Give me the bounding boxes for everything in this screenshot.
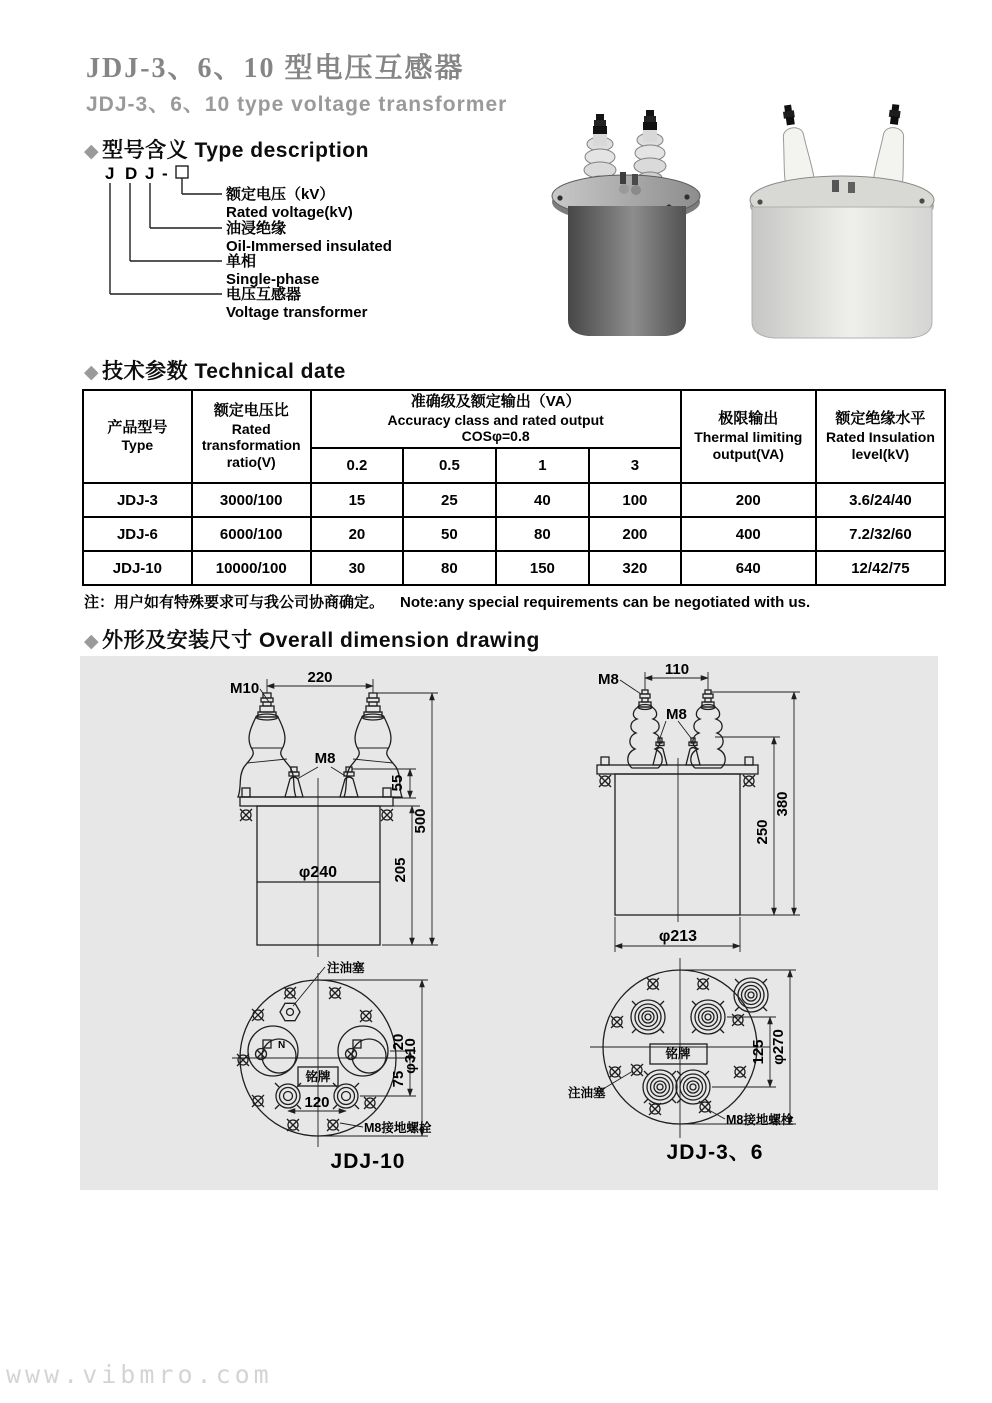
cell-insulation: 7.2/32/60 (816, 517, 945, 551)
note-en: Note:any special requirements can be negotiated with us. (400, 594, 811, 611)
accuracy-class-0.5: 0.5 (403, 448, 495, 483)
col-header-thermal: 极限输出 Thermal limiting output(VA) (681, 390, 816, 483)
dim-220: 220 (307, 669, 333, 686)
section-title-en: Type description (194, 139, 369, 162)
type-label-cn: 单相 (226, 253, 257, 270)
type-label-en: Oil-Immersed insulated (226, 238, 392, 255)
note-cn: 注：用户如有特殊要求可与我公司协商确定。 (84, 594, 385, 611)
type-label-en: Single-phase (226, 271, 320, 288)
dim-205: 205 (392, 857, 409, 883)
col-header-ratio: 额定电压比 Rated transformation ratio(V) (192, 390, 311, 483)
dimension-drawing-jdj36 (560, 650, 940, 1190)
tank-body (752, 207, 932, 338)
cell-thermal: 400 (681, 517, 816, 551)
table-row (83, 551, 945, 585)
dim-dia240: φ240 (298, 864, 338, 881)
label-m8: M8 (314, 750, 336, 767)
diamond-icon: ◆ (84, 631, 100, 652)
bottom-view (232, 960, 432, 1173)
label-ground-bolt: M8接地螺栓 (364, 1121, 432, 1135)
bottom-view (568, 958, 796, 1164)
placeholder-square-icon (176, 166, 188, 178)
dim-500: 500 (412, 808, 429, 834)
watermark: www.vibmro.com (6, 1360, 273, 1389)
dim-dia310: φ310 (402, 1038, 419, 1074)
type-label-cn: 电压互感器 (226, 286, 302, 303)
code-letter: D (125, 164, 138, 183)
type-label-en: Rated voltage(kV) (226, 204, 353, 221)
accuracy-class-3: 3 (589, 448, 681, 483)
label-m8-top: M8 (598, 671, 619, 688)
col-header-type: 产品型号 Type (83, 390, 192, 483)
drawing-caption-jdj10: JDJ-10 (330, 1150, 406, 1173)
accuracy-class-0.2: 0.2 (311, 448, 403, 483)
transformer-photo-dark (538, 110, 714, 352)
dim-250: 250 (754, 819, 771, 845)
diamond-icon: ◆ (84, 141, 100, 162)
table-row (83, 517, 945, 551)
col-header-accuracy: 准确级及额定输出（VA） Accuracy class and rated output COSφ=0.8 (311, 390, 681, 448)
tank-body (568, 206, 686, 336)
code-letter: J (105, 164, 115, 183)
cell-ratio: 10000/100 (192, 551, 311, 585)
dim-20: 20 (390, 1033, 407, 1051)
front-view (597, 661, 800, 952)
dim-dia270: φ270 (770, 1029, 787, 1065)
accuracy-class-1: 1 (496, 448, 590, 483)
cell-type: JDJ-10 (83, 551, 192, 585)
label-oil-plug: 注油塞 (327, 961, 365, 975)
nameplate-label: 铭牌 (305, 1070, 331, 1084)
dim-55: 55 (389, 774, 406, 792)
dim-dia213: φ213 (658, 928, 698, 945)
diamond-icon: ◆ (84, 362, 100, 383)
cell-acc: 80 (496, 517, 590, 551)
section-header-type-description (84, 134, 369, 164)
section-title-en: Overall dimension drawing (258, 629, 540, 652)
page-subtitle: JDJ-3、6、10 type voltage transformer (86, 93, 508, 116)
terminal-n-mark: N (278, 1040, 286, 1051)
dim-380: 380 (774, 791, 791, 817)
oil-plug (280, 1003, 300, 1020)
lid (597, 765, 758, 774)
type-label-en: Voltage transformer (226, 304, 368, 321)
dim-120: 120 (304, 1094, 330, 1111)
code-letter: - (162, 164, 168, 183)
cell-acc: 40 (496, 483, 590, 517)
table-row (83, 483, 945, 517)
type-designation-diagram (100, 163, 500, 328)
cell-acc: 50 (403, 517, 495, 551)
section-title-en: Technical date (194, 360, 346, 383)
cell-insulation: 12/42/75 (816, 551, 945, 585)
section-header-dimensions (84, 624, 540, 654)
type-label-cn: 油浸绝缘 (226, 220, 287, 237)
col-header-insulation: 额定绝缘水平 Rated Insulation level(kV) (816, 390, 945, 483)
cell-thermal: 200 (681, 483, 816, 517)
front-view (230, 669, 438, 957)
transformer-photo-light (724, 102, 962, 354)
cell-acc: 200 (589, 517, 681, 551)
dim-75: 75 (390, 1070, 407, 1088)
cell-ratio: 3000/100 (192, 483, 311, 517)
dim-125: 125 (750, 1039, 767, 1065)
section-title-cn: 外形及安装尺寸 (102, 629, 253, 652)
label-m10: M10 (230, 680, 260, 697)
code-letter: J (145, 164, 155, 183)
cell-insulation: 3.6/24/40 (816, 483, 945, 517)
type-label-cn: 额定电压（kV） (226, 186, 335, 203)
drawing-caption-jdj36: JDJ-3、6 (666, 1141, 764, 1164)
cell-acc: 30 (311, 551, 403, 585)
lid (240, 797, 393, 806)
cell-acc: 100 (589, 483, 681, 517)
label-ground-bolt: M8接地螺栓 (726, 1113, 794, 1127)
section-title-cn: 技术参数 (102, 360, 189, 383)
cell-acc: 20 (311, 517, 403, 551)
cell-thermal: 640 (681, 551, 816, 585)
cell-acc: 150 (496, 551, 590, 585)
page-title: JDJ-3、6、10 型电压互感器 (86, 53, 465, 84)
cell-type: JDJ-3 (83, 483, 192, 517)
technical-data-table (82, 389, 946, 586)
cell-acc: 80 (403, 551, 495, 585)
section-title-cn: 型号含义 (102, 139, 189, 162)
label-m8-mid: M8 (666, 706, 687, 723)
section-header-technical-data (84, 355, 346, 385)
tank (615, 774, 740, 915)
cell-acc: 320 (589, 551, 681, 585)
dim-110: 110 (664, 661, 690, 678)
nameplate-label: 铭牌 (665, 1047, 691, 1061)
cell-acc: 15 (311, 483, 403, 517)
table-note (84, 591, 810, 612)
connector-lines (110, 178, 222, 294)
label-oil-plug: 注油塞 (568, 1086, 606, 1100)
cell-type: JDJ-6 (83, 517, 192, 551)
cell-acc: 25 (403, 483, 495, 517)
dimension-drawing-jdj10 (80, 655, 510, 1185)
cell-ratio: 6000/100 (192, 517, 311, 551)
